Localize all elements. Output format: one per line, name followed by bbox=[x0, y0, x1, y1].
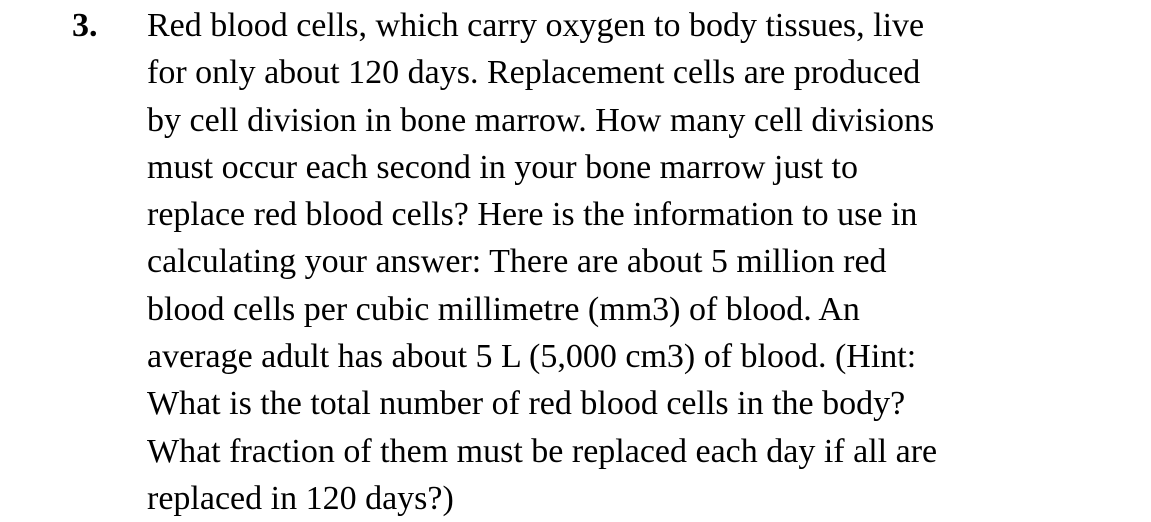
question-line: blood cells per cubic millimetre (mm3) of blood. An bbox=[147, 290, 860, 328]
question-line: average adult has about 5 L (5,000 cm3) of blood. (Hint: bbox=[147, 338, 917, 376]
question-line: for only about 120 days. Replacement cells are produced bbox=[147, 54, 921, 92]
question-line: Red blood cells, which carry oxygen to body tissues, live bbox=[147, 7, 925, 44]
question-line: calculating your answer: There are about 5 million red bbox=[147, 243, 887, 281]
question-line: by cell division in bone marrow. How many cell divisions bbox=[147, 101, 935, 139]
question-number: 3. bbox=[72, 7, 98, 44]
question-line: must occur each second in your bone marrow just to bbox=[147, 148, 858, 186]
question-line: What is the total number of red blood cells in the body? bbox=[147, 385, 906, 423]
question-text bbox=[147, 2, 1147, 522]
question-line: replace red blood cells? Here is the information to use in bbox=[147, 196, 918, 234]
question-line: replaced in 120 days?) bbox=[147, 479, 454, 517]
question-line: What fraction of them must be replaced each day if all are bbox=[147, 432, 938, 470]
